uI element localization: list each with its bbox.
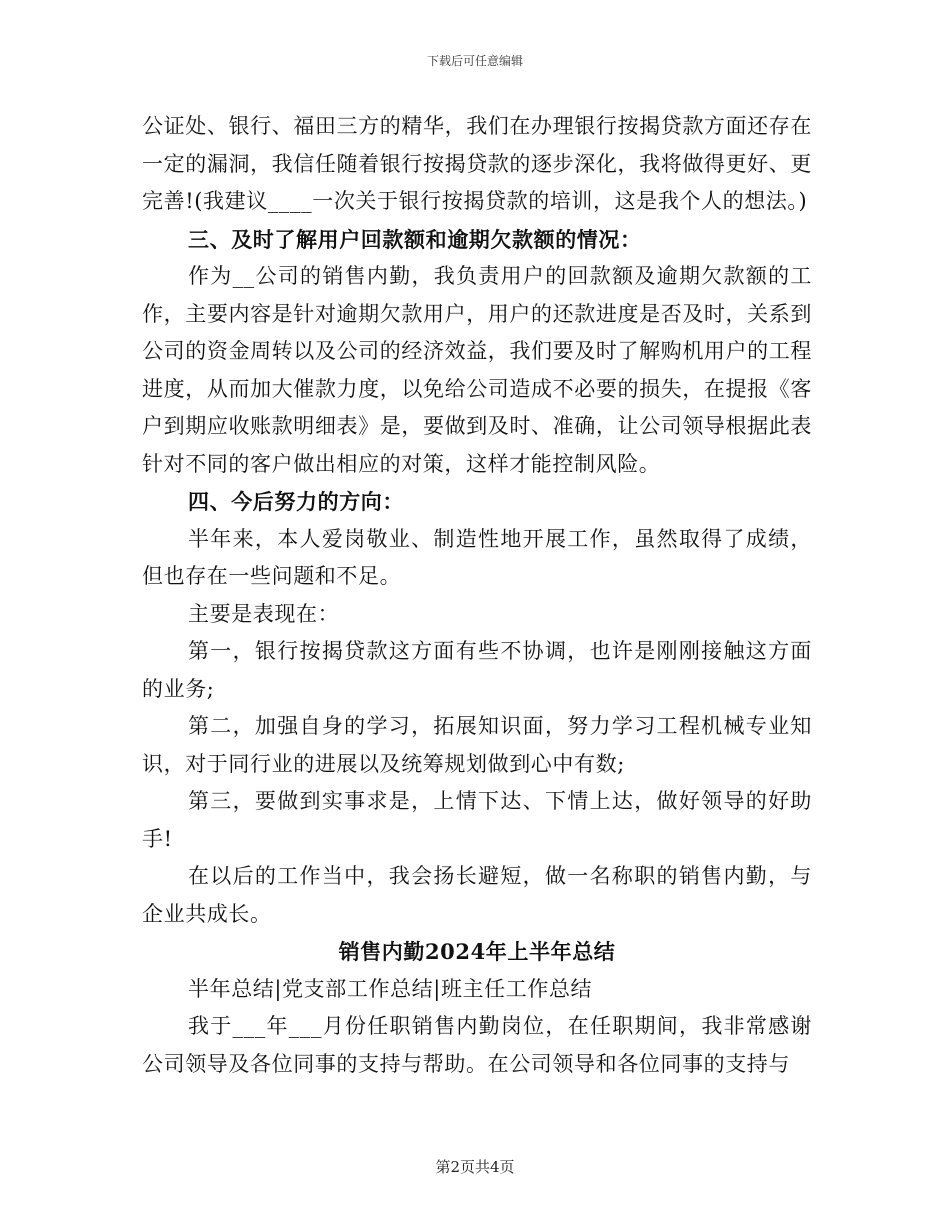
paragraph-point-one: 第一，银行按揭贷款这方面有些不协调，也许是刚刚接触这方面的业务; (142, 639, 812, 701)
paragraph-point-three: 第三，要做到实事求是，上情下达、下情上达，做好领导的好助手! (142, 789, 812, 851)
paragraph-point-two: 第二，加强自身的学习，拓展知识面，努力学习工程机械专业知识，对于同行业的进展以及统筹规划做到心中有数; (142, 714, 812, 776)
category-links: 半年总结|党支部工作总结|班主任工作总结 (188, 976, 593, 1001)
document-title: 销售内勤2024年上半年总结 (338, 939, 616, 964)
section-heading-3: 三、及时了解用户回款额和逾期欠款额的情况： (188, 226, 642, 252)
paragraph-half-year: 半年来，本人爱岗敬业、制造性地开展工作，虽然取得了成绩，但也存在一些问题和不足。 (142, 526, 812, 588)
paragraph-intro: 我于___年___月份任职销售内勤岗位，在任职期间，我非常感谢公司领导及各位同事的支持与帮助。在公司领导和各位同事的支持与 (142, 1014, 812, 1076)
document-body (142, 108, 812, 1083)
page-header-note: 下载后可任意编辑 (426, 54, 523, 68)
paragraph-collections: 作为__公司的销售内勤，我负责用户的回款额及逾期欠款额的工作，主要内容是针对逾期欠款用户，用户的还款进度是否及时，关系到公司的资金周转以及公司的经济效益，我们要及时了解购机用户的工程进度，从而加大催款力度，以免给公司造成不必要的损失，在提报《客户到期应收账款明细表》是，要做到及时、准确，让公司领导根据此表针对不同的客户做出相应的对策，这样才能控制风险。 (142, 264, 812, 476)
section-heading-4: 四、今后努力的方向： (188, 489, 404, 514)
page-number: 第2页共4页 (435, 1158, 515, 1176)
paragraph-main-points: 主要是表现在： (188, 601, 340, 626)
paragraph-closing: 在以后的工作当中，我会扬长避短，做一名称职的销售内勤，与企业共成长。 (142, 864, 812, 926)
paragraph-continuation: 公证处、银行、福田三方的精华，我们在办理银行按揭贷款方面还存在一定的漏洞，我信任随着银行按揭贷款的逐步深化，我将做得更好、更完善!(我建议____一次关于银行按揭贷款的培训，这是我个人的想法。) (142, 114, 812, 213)
